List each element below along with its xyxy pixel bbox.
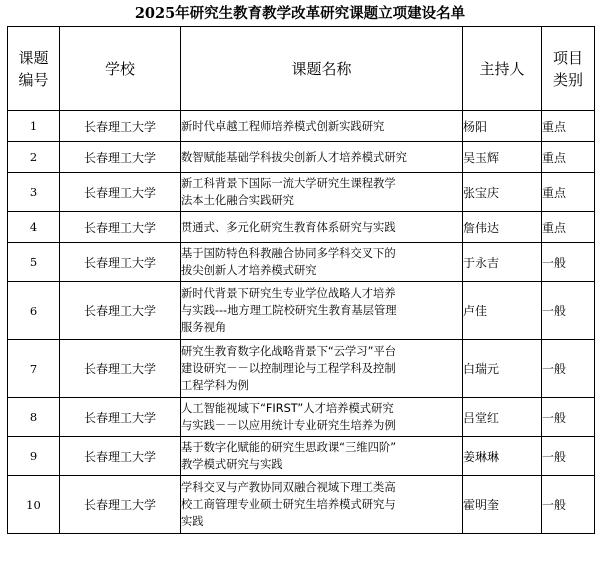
table-row	[8, 142, 595, 173]
document-title: 2025年研究生教育教学改革研究课题立项建设名单	[134, 5, 466, 22]
project-type-cell: 一般	[542, 398, 595, 437]
host-cell: 卢佳	[463, 282, 542, 340]
school-cell: 长春理工大学	[60, 437, 181, 476]
header-topic-name: 课题名称	[181, 27, 463, 111]
table-row	[8, 212, 595, 243]
topic-name-line: 服务视角	[181, 321, 227, 334]
topic-name-cell	[181, 212, 463, 243]
topic-name-line: 新工科背景下国际一流大学研究生课程教学	[181, 177, 396, 190]
school-cell: 长春理工大学	[60, 340, 181, 398]
project-list-table	[7, 26, 595, 534]
host-cell: 霍明奎	[463, 476, 542, 534]
host-cell: 姜琳琳	[463, 437, 542, 476]
table-row	[8, 173, 595, 212]
table-row	[8, 437, 595, 476]
project-type-cell: 一般	[542, 282, 595, 340]
topic-name-cell	[181, 142, 463, 173]
table-row	[8, 476, 595, 534]
project-number-cell: 7	[8, 340, 60, 398]
project-number-cell: 6	[8, 282, 60, 340]
topic-name-line: 与实践---地方理工院校研究生教育基层管理	[181, 304, 397, 317]
project-number-cell: 5	[8, 243, 60, 282]
school-cell: 长春理工大学	[60, 476, 181, 534]
project-type-cell: 一般	[542, 340, 595, 398]
host-cell: 杨阳	[463, 111, 542, 142]
project-type-cell: 重点	[542, 111, 595, 142]
project-type-cell: 重点	[542, 212, 595, 243]
topic-name-line: 建设研究－－以控制理论与工程学科及控制	[181, 362, 396, 375]
header-project-type: 项目 类别	[542, 27, 595, 111]
table-row	[8, 243, 595, 282]
topic-name-cell	[181, 398, 463, 437]
topic-name-line: 教学模式研究与实践	[181, 458, 283, 471]
topic-name-line: 新时代卓越工程师培养模式创新实践研究	[181, 119, 385, 133]
school-cell: 长春理工大学	[60, 173, 181, 212]
topic-name-line: 数智赋能基础学科拔尖创新人才培养模式研究	[181, 150, 407, 164]
topic-name-line: 基于国防特色科教融合协同多学科交叉下的	[181, 247, 396, 260]
school-cell: 长春理工大学	[60, 142, 181, 173]
project-number-cell: 3	[8, 173, 60, 212]
school-cell: 长春理工大学	[60, 243, 181, 282]
project-type-cell: 重点	[542, 142, 595, 173]
project-type-cell: 一般	[542, 437, 595, 476]
project-number-cell: 4	[8, 212, 60, 243]
host-cell: 吴玉辉	[463, 142, 542, 173]
host-cell: 吕堂红	[463, 398, 542, 437]
topic-name-cell	[181, 340, 463, 398]
host-cell: 詹伟达	[463, 212, 542, 243]
topic-name-cell	[181, 243, 463, 282]
host-cell: 白瑞元	[463, 340, 542, 398]
table-row	[8, 398, 595, 437]
topic-name-line: 校工商管理专业硕士研究生培养模式研究与	[181, 498, 396, 511]
topic-name-line: 与实践－－以应用统计专业研究生培养为例	[181, 419, 396, 432]
topic-name-line: 工程学科为例	[181, 379, 249, 392]
host-cell: 于永吉	[463, 243, 542, 282]
project-number-cell: 10	[8, 476, 60, 534]
topic-name-line: 基于数字化赋能的研究生思政课“三维四阶”	[181, 441, 397, 454]
topic-name-line: 研究生教育数字化战略背景下“云学习”平台	[181, 345, 397, 358]
project-number-cell: 2	[8, 142, 60, 173]
school-cell: 长春理工大学	[60, 111, 181, 142]
project-number-cell: 8	[8, 398, 60, 437]
table-row	[8, 282, 595, 340]
topic-name-line: 法本土化融合实践研究	[181, 194, 294, 207]
topic-name-cell	[181, 437, 463, 476]
table-row	[8, 111, 595, 142]
project-type-cell: 一般	[542, 476, 595, 534]
topic-name-cell	[181, 173, 463, 212]
topic-name-line: 拔尖创新人才培养模式研究	[181, 264, 317, 277]
header-project-number: 课题 编号	[8, 27, 60, 111]
project-type-cell: 重点	[542, 173, 595, 212]
topic-name-line: 人工智能视域下“FIRST”人才培养模式研究	[181, 402, 394, 415]
header-row	[8, 27, 595, 111]
header-school: 学校	[60, 27, 181, 111]
school-cell: 长春理工大学	[60, 398, 181, 437]
school-cell: 长春理工大学	[60, 282, 181, 340]
host-cell: 张宝庆	[463, 173, 542, 212]
school-cell: 长春理工大学	[60, 212, 181, 243]
topic-name-line: 实践	[181, 515, 204, 528]
topic-name-cell	[181, 282, 463, 340]
topic-name-cell	[181, 111, 463, 142]
header-host: 主持人	[463, 27, 542, 111]
topic-name-line: 新时代背景下研究生专业学位战略人才培养	[181, 287, 396, 300]
topic-name-cell	[181, 476, 463, 534]
table-row	[8, 340, 595, 398]
project-number-cell: 1	[8, 111, 60, 142]
topic-name-line: 学科交叉与产教协同双融合视域下理工类高	[181, 481, 396, 494]
topic-name-line: 贯通式、多元化研究生教育体系研究与实践	[181, 220, 396, 234]
project-type-cell: 一般	[542, 243, 595, 282]
project-number-cell: 9	[8, 437, 60, 476]
